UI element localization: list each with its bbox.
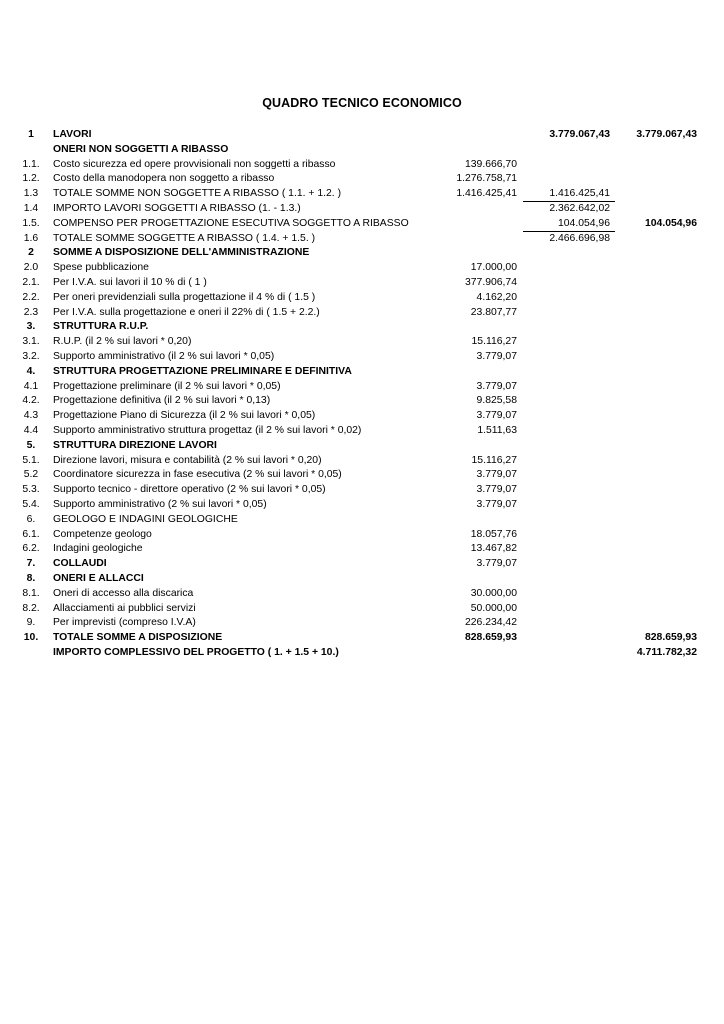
row-partial-amount: 139.666,70 (464, 158, 517, 170)
row-description: Supporto tecnico - direttore operativo (2 % sui lavori * 0,05) (53, 484, 326, 496)
row-number: 5.1. (22, 454, 40, 466)
row-description: LAVORI (53, 129, 92, 140)
row-partial-amount: 4.162,20 (476, 291, 517, 303)
row-total-amount: 828.659,93 (644, 632, 697, 644)
row-description: Costo sicurezza ed opere provvisionali non soggetti a ribasso (53, 158, 336, 170)
row-description: IMPORTO LAVORI SOGGETTI A RIBASSO (1. - 1.3.) (53, 202, 301, 214)
table-row (0, 646, 724, 661)
row-description: COMPENSO PER PROGETTAZIONE ESECUTIVA SOGGETTO A RIBASSO (53, 217, 409, 229)
table-row (0, 572, 724, 587)
row-description: Supporto amministrativo struttura progettaz (il 2 % sui lavori * 0,02) (53, 424, 362, 436)
row-description: Spese pubblicazione (53, 262, 149, 274)
table-row (0, 202, 724, 217)
table-row (0, 542, 724, 557)
row-description: Per imprevisti (compreso I.V.A) (53, 617, 196, 629)
row-partial-amount: 3.779,07 (476, 498, 517, 510)
table-row (0, 320, 724, 335)
row-number: 4.2. (22, 395, 40, 407)
row-partial-amount: 15.116,27 (471, 336, 517, 348)
row-description: Competenze geologo (53, 528, 152, 540)
row-description: TOTALE SOMME NON SOGGETTE A RIBASSO ( 1.1. + 1.2. ) (53, 188, 342, 200)
table-row (0, 439, 724, 454)
table-row (0, 306, 724, 321)
row-partial-amount: 3.779,07 (476, 350, 517, 362)
row-partial-amount: 1.511,63 (477, 424, 517, 436)
row-number: 8.1. (22, 587, 40, 599)
table-row (0, 172, 724, 187)
row-number: 2.2. (22, 291, 40, 303)
row-partial-amount: 13.467,82 (470, 543, 517, 555)
table-row (0, 424, 724, 439)
row-description: Costo della manodopera non soggetto a ribasso (53, 173, 275, 185)
row-subtotal-amount: 1.416.425,41 (549, 188, 610, 200)
row-description: STRUTTURA PROGETTAZIONE PRELIMINARE E DEFINITIVA (53, 365, 352, 377)
row-number: 2 (28, 247, 34, 259)
table-row (0, 246, 724, 261)
row-number: 8.2. (22, 602, 40, 614)
table-row (0, 291, 724, 306)
table-row (0, 350, 724, 365)
row-number: 5. (26, 439, 36, 451)
row-partial-amount: 226.234,42 (464, 617, 517, 629)
table-row (0, 616, 724, 631)
row-number: 6. (26, 513, 36, 525)
row-number: 6.2. (22, 543, 40, 555)
table-row (0, 276, 724, 291)
row-partial-amount: 3.779,07 (476, 380, 517, 392)
row-subtotal-amount: 104.054,96 (557, 217, 610, 229)
row-number: 10. (23, 632, 39, 644)
row-description: ONERI E ALLACCI (53, 572, 144, 584)
row-number: 1.4 (23, 202, 39, 214)
row-description: COLLAUDI (53, 558, 107, 570)
row-number: 1.6 (23, 232, 39, 244)
table-row (0, 335, 724, 350)
row-description: Progettazione preliminare (il 2 % sui lavori * 0,05) (53, 380, 281, 392)
row-description: STRUTTURA DIREZIONE LAVORI (53, 439, 217, 451)
row-description: TOTALE SOMME SOGGETTE A RIBASSO ( 1.4. + 1.5. ) (53, 232, 316, 244)
table-row (0, 158, 724, 173)
table-row (0, 498, 724, 513)
row-total-amount: 3.779.067,43 (636, 129, 697, 140)
row-description: Allacciamenti ai pubblici servizi (53, 602, 196, 614)
table-row (0, 365, 724, 380)
row-partial-amount: 17.000,00 (470, 262, 517, 274)
row-description: Per oneri previdenziali sulla progettazione il 4 % di ( 1.5 ) (53, 291, 316, 303)
table-row (0, 394, 724, 409)
row-number: 4.1 (23, 380, 39, 392)
row-number: 8. (26, 572, 36, 584)
row-number: 5.2 (23, 469, 39, 481)
row-number: 3.1. (22, 336, 40, 348)
table-row (0, 380, 724, 395)
row-partial-amount: 3.779,07 (476, 558, 517, 570)
table-row (0, 409, 724, 424)
row-number: 2.1. (22, 276, 40, 288)
row-partial-amount: 1.416.425,41 (456, 188, 517, 200)
row-partial-amount: 3.779,07 (476, 469, 517, 481)
table-row (0, 468, 724, 483)
table-row (0, 454, 724, 469)
row-partial-amount: 18.057,76 (470, 528, 517, 540)
table-row (0, 528, 724, 543)
row-partial-amount: 377.906,74 (464, 276, 517, 288)
row-number: 3.2. (22, 350, 40, 362)
row-description: IMPORTO COMPLESSIVO DEL PROGETTO ( 1. + 1.5 + 10.) (53, 646, 339, 658)
row-partial-amount: 15.116,27 (471, 454, 517, 466)
row-number: 1.1. (22, 158, 40, 170)
table-row (0, 483, 724, 498)
row-total-amount: 104.054,96 (644, 217, 697, 229)
row-partial-amount: 828.659,93 (464, 632, 517, 644)
row-description: Per I.V.A. sui lavori il 10 % di ( 1 ) (53, 276, 207, 288)
row-number: 9. (26, 617, 36, 629)
row-number: 1.5. (22, 217, 40, 229)
row-number: 1.3 (23, 188, 39, 200)
table-row (0, 631, 724, 646)
row-description: Supporto amministrativo (2 % sui lavori * 0,05) (53, 498, 267, 510)
row-subtotal-amount: 2.466.696,98 (549, 232, 610, 244)
row-description: Coordinatore sicurezza in fase esecutiva (2 % sui lavori * 0,05) (53, 469, 342, 481)
row-subtotal-amount: 2.362.642,02 (549, 202, 610, 214)
row-total-amount: 4.711.782,32 (636, 646, 697, 658)
row-description: STRUTTURA R.U.P. (53, 321, 149, 333)
row-subtotal-amount: 3.779.067,43 (549, 129, 610, 140)
table-row (0, 602, 724, 617)
row-number: 7. (26, 558, 36, 570)
row-partial-amount: 30.000,00 (470, 587, 517, 599)
row-description: TOTALE SOMME A DISPOSIZIONE (53, 632, 223, 644)
table-row (0, 232, 724, 247)
row-number: 2.3 (23, 306, 39, 318)
row-description: R.U.P. (il 2 % sui lavori * 0,20) (53, 336, 192, 348)
row-number: 4.3 (23, 410, 39, 422)
cost-table (0, 128, 724, 661)
row-number: 6.1. (22, 528, 40, 540)
row-description: Direzione lavori, misura e contabilità (2 % sui lavori * 0,20) (53, 454, 322, 466)
table-row (0, 587, 724, 602)
row-description: ONERI NON SOGGETTI A RIBASSO (53, 143, 229, 155)
table-row (0, 261, 724, 276)
table-row (0, 557, 724, 572)
row-description: Oneri di accesso alla discarica (53, 587, 194, 599)
row-partial-amount: 3.779,07 (476, 410, 517, 422)
table-row (0, 143, 724, 158)
row-description: Progettazione Piano di Sicurezza (il 2 % sui lavori * 0,05) (53, 410, 316, 422)
row-partial-amount: 1.276.758,71 (456, 173, 517, 185)
row-partial-amount: 3.779,07 (476, 484, 517, 496)
row-number: 4. (26, 365, 36, 377)
row-number: 5.4. (22, 498, 40, 510)
row-number: 1.2. (22, 173, 40, 185)
row-partial-amount: 9.825,58 (476, 395, 517, 407)
row-description: Indagini geologiche (53, 543, 143, 555)
row-description: Supporto amministrativo (il 2 % sui lavori * 0,05) (53, 350, 275, 362)
page-title: QUADRO TECNICO ECONOMICO (262, 96, 462, 110)
row-description: Progettazione definitiva (il 2 % sui lavori * 0,13) (53, 395, 271, 407)
row-description: SOMME A DISPOSIZIONE DELL'AMMINISTRAZIONE (53, 247, 310, 259)
row-number: 3. (26, 321, 36, 333)
table-row (0, 128, 724, 143)
table-row (0, 187, 724, 202)
row-number: 5.3. (22, 484, 40, 496)
row-description: Per I.V.A. sulla progettazione e oneri il 22% di ( 1.5 + 2.2.) (53, 306, 320, 318)
row-number: 4.4 (23, 424, 39, 436)
row-number: 2.0 (23, 262, 39, 274)
row-number: 1 (28, 129, 34, 140)
table-row (0, 217, 724, 232)
table-row (0, 513, 724, 528)
row-partial-amount: 50.000,00 (470, 602, 517, 614)
row-partial-amount: 23.807,77 (470, 306, 517, 318)
row-description: GEOLOGO E INDAGINI GEOLOGICHE (53, 513, 238, 525)
